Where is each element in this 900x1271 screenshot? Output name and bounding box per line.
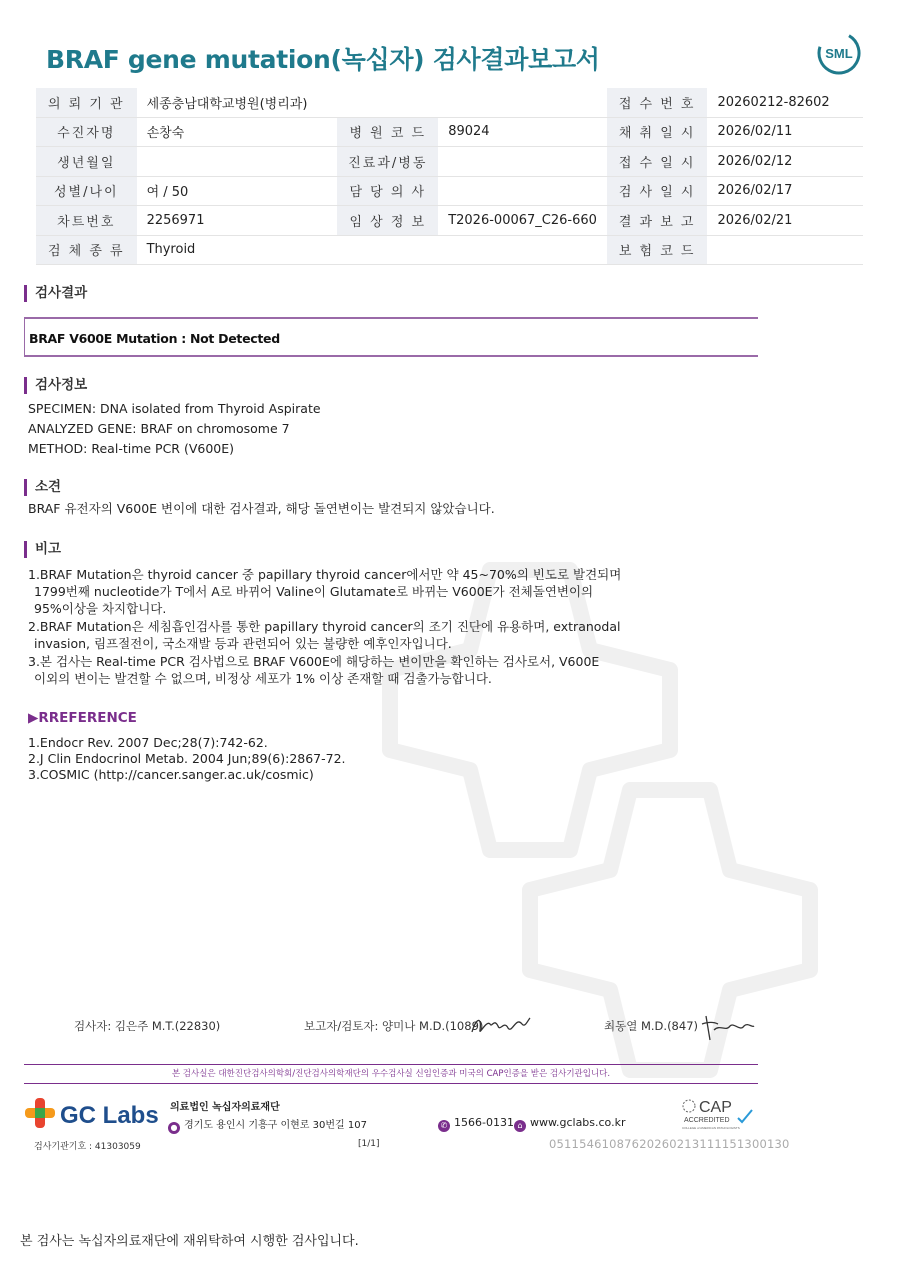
- info-value: 손창숙: [137, 117, 338, 147]
- reference-line: 3.COSMIC (http://cancer.sanger.ac.uk/cosmic): [28, 767, 314, 782]
- location-pin-icon: ●: [168, 1122, 180, 1134]
- result-heading: 검사결과: [24, 285, 87, 302]
- org-address-text: 경기도 용인시 기흥구 이현로 30번길 107: [184, 1120, 367, 1131]
- info-value: 여 / 50: [137, 176, 338, 206]
- reference-line: 1.Endocr Rev. 2007 Dec;28(7):742-62.: [28, 735, 268, 750]
- reference-line: 2.J Clin Endocrinol Metab. 2004 Jun;89(6):2867-72.: [28, 751, 346, 766]
- info-row: [36, 206, 863, 236]
- remark-line: 95%이상을 차지합니다.: [34, 601, 167, 616]
- info-label: 생년월일: [36, 147, 137, 177]
- org-address: [168, 1116, 367, 1134]
- info-value: 2026/02/12: [707, 147, 863, 177]
- result-text: BRAF V600E Mutation : Not Detected: [29, 331, 280, 346]
- reference-heading: ▶RREFERENCE: [28, 710, 137, 726]
- info-value: [438, 147, 607, 177]
- watermark-cross-icon: [340, 530, 880, 1090]
- patient-info-table: [36, 88, 863, 265]
- phone-icon: ✆: [438, 1120, 450, 1132]
- info-value: [438, 176, 607, 206]
- info-value: 2026/02/17: [707, 176, 863, 206]
- remark-line: 이외의 변이는 발견할 수 없으며, 비정상 세포가 1% 이상 존재할 때 검출가능합니다.: [34, 671, 492, 686]
- info-value: 2026/02/11: [707, 117, 863, 147]
- phone-contact: [438, 1116, 514, 1132]
- info-label: 결 과 보 고: [607, 206, 708, 236]
- sml-logo-icon: [816, 30, 862, 76]
- test-info-line: METHOD: Real-time PCR (V600E): [28, 441, 235, 456]
- test-info-heading: 검사정보: [24, 377, 87, 394]
- info-label: 검 사 일 시: [607, 176, 708, 206]
- remark-line: 3.본 검사는 Real-time PCR 검사법으로 BRAF V600E에 해당하는 변이만을 확인하는 검사로서, V600E: [28, 654, 600, 669]
- info-label: 접 수 일 시: [607, 147, 708, 177]
- info-value: [438, 235, 607, 265]
- info-value: [438, 88, 607, 117]
- info-label: 보 험 코 드: [607, 235, 708, 265]
- cap-small-text: COLLEGE of AMERICAN PATHOLOGISTS: [682, 1126, 740, 1130]
- info-row: [36, 117, 863, 147]
- info-row: [36, 235, 863, 265]
- info-label: [337, 235, 438, 265]
- info-label: 수진자명: [36, 117, 137, 147]
- org-name: 의료법인 녹십자의료재단: [170, 1102, 280, 1113]
- test-info-line: SPECIMEN: DNA isolated from Thyroid Aspirate: [28, 401, 321, 416]
- info-value: 2026/02/21: [707, 206, 863, 236]
- info-value: Thyroid: [137, 235, 338, 265]
- info-label: 접 수 번 호: [607, 88, 708, 117]
- info-value: 89024: [438, 117, 607, 147]
- info-row: [36, 88, 863, 117]
- website-url: www.gclabs.co.kr: [530, 1116, 626, 1129]
- page-number: [1/1]: [358, 1139, 380, 1149]
- gc-labs-logo-text: GC Labs: [60, 1102, 159, 1129]
- remark-line: 2.BRAF Mutation은 세침흡인검사를 통한 papillary thyroid cancer의 조기 진단에 유용하며, extranodal: [28, 619, 621, 634]
- info-value: 세종충남대학교병원(병리과): [137, 88, 338, 117]
- result-box: [24, 317, 758, 357]
- website-contact: [514, 1116, 626, 1132]
- tester-signature-label: 검사자: 김은주 M.T.(22830): [74, 1019, 221, 1033]
- info-label: 병 원 코 드: [337, 117, 438, 147]
- info-value: [707, 235, 863, 265]
- phone-number: 1566-0131: [454, 1116, 514, 1129]
- findings-heading: 소견: [24, 479, 61, 496]
- remark-line: 1.BRAF Mutation은 thyroid cancer 중 papillary thyroid cancer에서만 약 45~70%의 빈도로 발견되며: [28, 567, 622, 582]
- cap-accredited-logo-icon: [676, 1096, 758, 1132]
- home-icon: ⌂: [514, 1120, 526, 1132]
- info-label: 임 상 정 보: [337, 206, 438, 236]
- bottom-note: 본 검사는 녹십자의료재단에 재위탁하여 시행한 검사입니다.: [20, 1234, 359, 1249]
- accreditation-note: 본 검사실은 대한진단검사의학회/진단검사의학재단의 우수검사실 신임인증과 미국의 CAP인증을 받은 검사기관입니다.: [24, 1064, 758, 1084]
- report-title: BRAF gene mutation(녹십자) 검사결과보고서: [46, 45, 600, 74]
- info-label: [337, 88, 438, 117]
- reporter-signature-icon: [470, 1010, 532, 1040]
- remarks-heading: 비고: [24, 541, 61, 558]
- gc-labs-logo-icon: [24, 1096, 164, 1130]
- findings-text: BRAF 유전자의 V600E 변이에 대한 검사결과, 해당 돌연변이는 발견되지 않았습니다.: [28, 501, 495, 516]
- director-signature-icon: [700, 1012, 756, 1044]
- info-row: [36, 147, 863, 177]
- test-info-line: ANALYZED GENE: BRAF on chromosome 7: [28, 421, 290, 436]
- info-label: 진료과/병동: [337, 147, 438, 177]
- remark-line: 1799번째 nucleotide가 T에서 A로 바뀌어 Valine이 Glutamate로 바뀌는 V600E가 전체돌연변이의: [34, 584, 594, 599]
- info-label: 검 체 종 류: [36, 235, 137, 265]
- cap-text: CAP: [699, 1099, 732, 1116]
- sml-logo-text: SML: [825, 46, 853, 61]
- info-value: T2026-00067_C26-660: [438, 206, 607, 236]
- director-signature-label: 최동열 M.D.(847): [604, 1019, 698, 1033]
- info-label: 담 당 의 사: [337, 176, 438, 206]
- reporter-signature-label: 보고자/검토자: 양미나 M.D.(1089): [304, 1019, 484, 1033]
- barcode-number: 05115461087620260213111151300130: [549, 1137, 790, 1151]
- info-row: [36, 176, 863, 206]
- institution-code: 검사기관기호 : 41303059: [34, 1142, 141, 1152]
- info-label: 차트번호: [36, 206, 137, 236]
- info-label: 의 뢰 기 관: [36, 88, 137, 117]
- cap-accredited-text: ACCREDITED: [684, 1117, 730, 1124]
- info-value: 20260212-82602: [707, 88, 863, 117]
- info-label: 채 취 일 시: [607, 117, 708, 147]
- info-label: 성별/나이: [36, 176, 137, 206]
- info-value: [137, 147, 338, 177]
- info-value: 2256971: [137, 206, 338, 236]
- remark-line: invasion, 림프절전이, 국소재발 등과 관련되어 있는 불량한 예후인자입니다.: [34, 636, 452, 651]
